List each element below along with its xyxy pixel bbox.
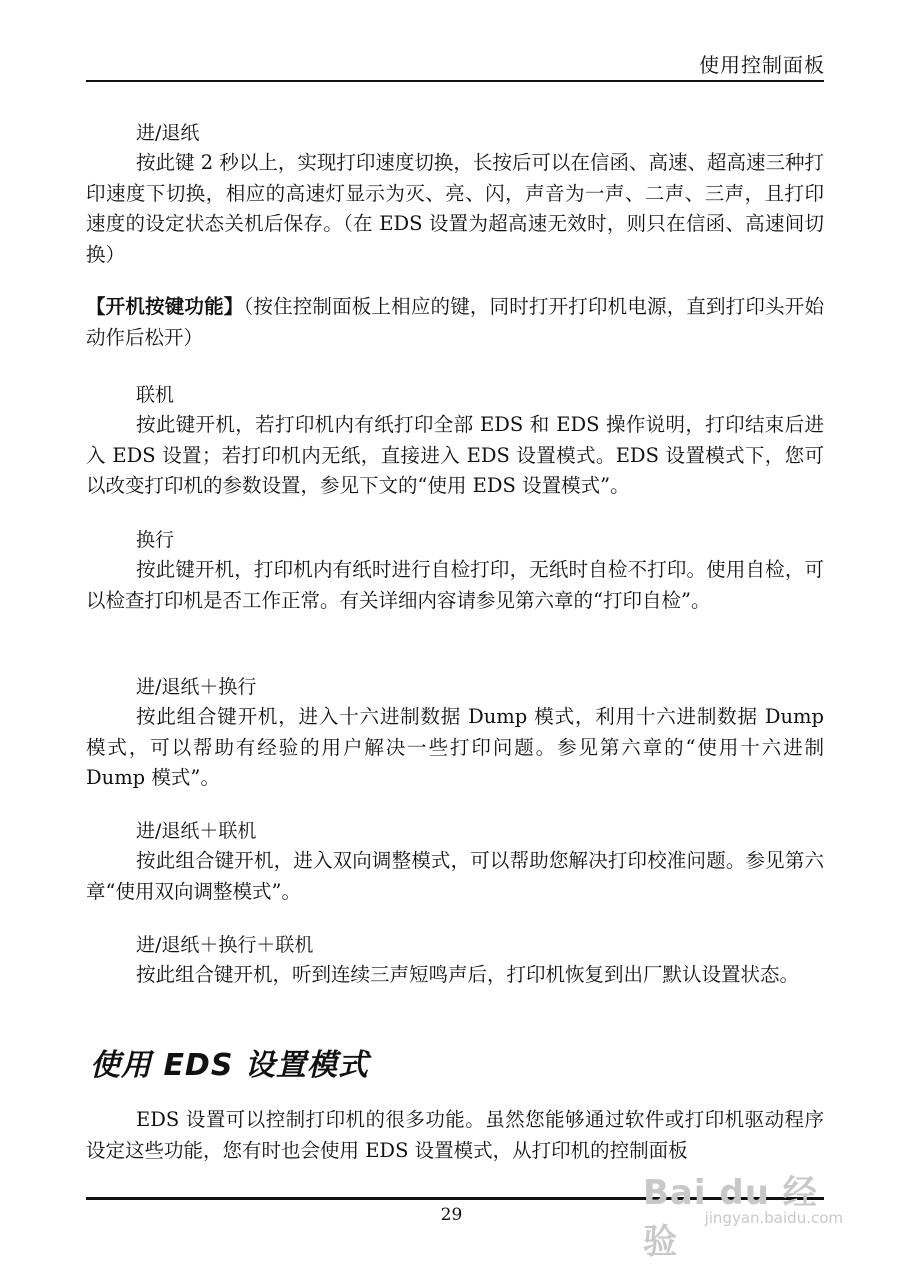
- paragraph-feed-linefeed-text: 按此组合键开机，进入十六进制数据 Dump 模式，利用十六进制数据 Dump 模式，可以帮助有经验的用户解决一些打印问题。参见第六章的“使用十六进制 Dump 模式”。: [86, 705, 824, 789]
- paragraph-feed-online-text: 按此组合键开机，进入双向调整模式，可以帮助您解决打印校准问题。参见第六章“使用双向调整模式”。: [86, 849, 824, 903]
- subheading-linefeed: 换行: [136, 529, 175, 551]
- running-header-title: 使用控制面板: [699, 53, 825, 77]
- subheading-feed-linefeed-online: 进/退纸＋换行＋联机: [136, 934, 314, 956]
- power-on-text: （按住控制面板上相应的键，同时打开打印机电源，直到打印头开始动作后松开）: [86, 295, 824, 349]
- paragraph-eds: [86, 1105, 824, 1166]
- paragraph-feed-linefeed-online-text: 按此组合键开机，听到连续三声短鸣声后，打印机恢复到出厂默认设置状态。: [136, 963, 800, 986]
- paragraph-feed-text: 按此键 2 秒以上，实现打印速度切换，长按后可以在信函、高速、超高速三种打印速度下切换，相应的高速灯显示为灭、亮、闪，声音为一声、二声、三声，且打印速度的设定状态关机后保存。（在 EDS 设置为超高速无效时，则只在信函、高速间切换）: [86, 151, 824, 266]
- section-title-eds: 使用 EDS 设置模式: [90, 1048, 369, 1083]
- paragraph-feed-linefeed: [86, 702, 824, 794]
- paragraph-power-on: [86, 292, 824, 353]
- paragraph-online-text: 按此键开机，若打印机内有纸打印全部 EDS 和 EDS 操作说明，打印结束后进入 EDS 设置；若打印机内无纸，直接进入 EDS 设置模式。EDS 设置模式下，您可以改变打印机的参数设置，参见下文的“使用 EDS 设置模式”。: [86, 413, 824, 497]
- watermark-url: jingyan.baidu.com: [704, 1209, 843, 1227]
- paragraph-feed-online: [86, 846, 824, 907]
- subheading-feed-linefeed: 进/退纸＋换行: [136, 676, 257, 698]
- header-rule: [86, 80, 824, 82]
- paragraph-online: [86, 410, 824, 502]
- power-on-label: 【开机按键功能】: [86, 295, 244, 318]
- paragraph-linefeed-text: 按此键开机，打印机内有纸时进行自检打印，无纸时自检不打印。使用自检，可以检查打印机是否工作正常。有关详细内容请参见第六章的“打印自检”。: [86, 558, 824, 612]
- paragraph-linefeed: [86, 555, 824, 616]
- paragraph-power-on-text: [86, 292, 824, 353]
- paragraph-feed-linefeed-online: [86, 960, 824, 991]
- paragraph-feed: [86, 148, 824, 270]
- paragraph-eds-text: EDS 设置可以控制打印机的很多功能。虽然您能够通过软件或打印机驱动程序设定这些功能，您有时也会使用 EDS 设置模式，从打印机的控制面板: [86, 1108, 824, 1162]
- watermark-logo: Bai du 经验: [643, 1173, 818, 1262]
- footer-rule: [86, 1197, 824, 1200]
- subheading-feed-online: 进/退纸＋联机: [136, 820, 257, 842]
- subheading-online: 联机: [136, 384, 175, 406]
- subheading-feed: 进/退纸: [136, 122, 200, 144]
- page-number: 29: [440, 1205, 463, 1225]
